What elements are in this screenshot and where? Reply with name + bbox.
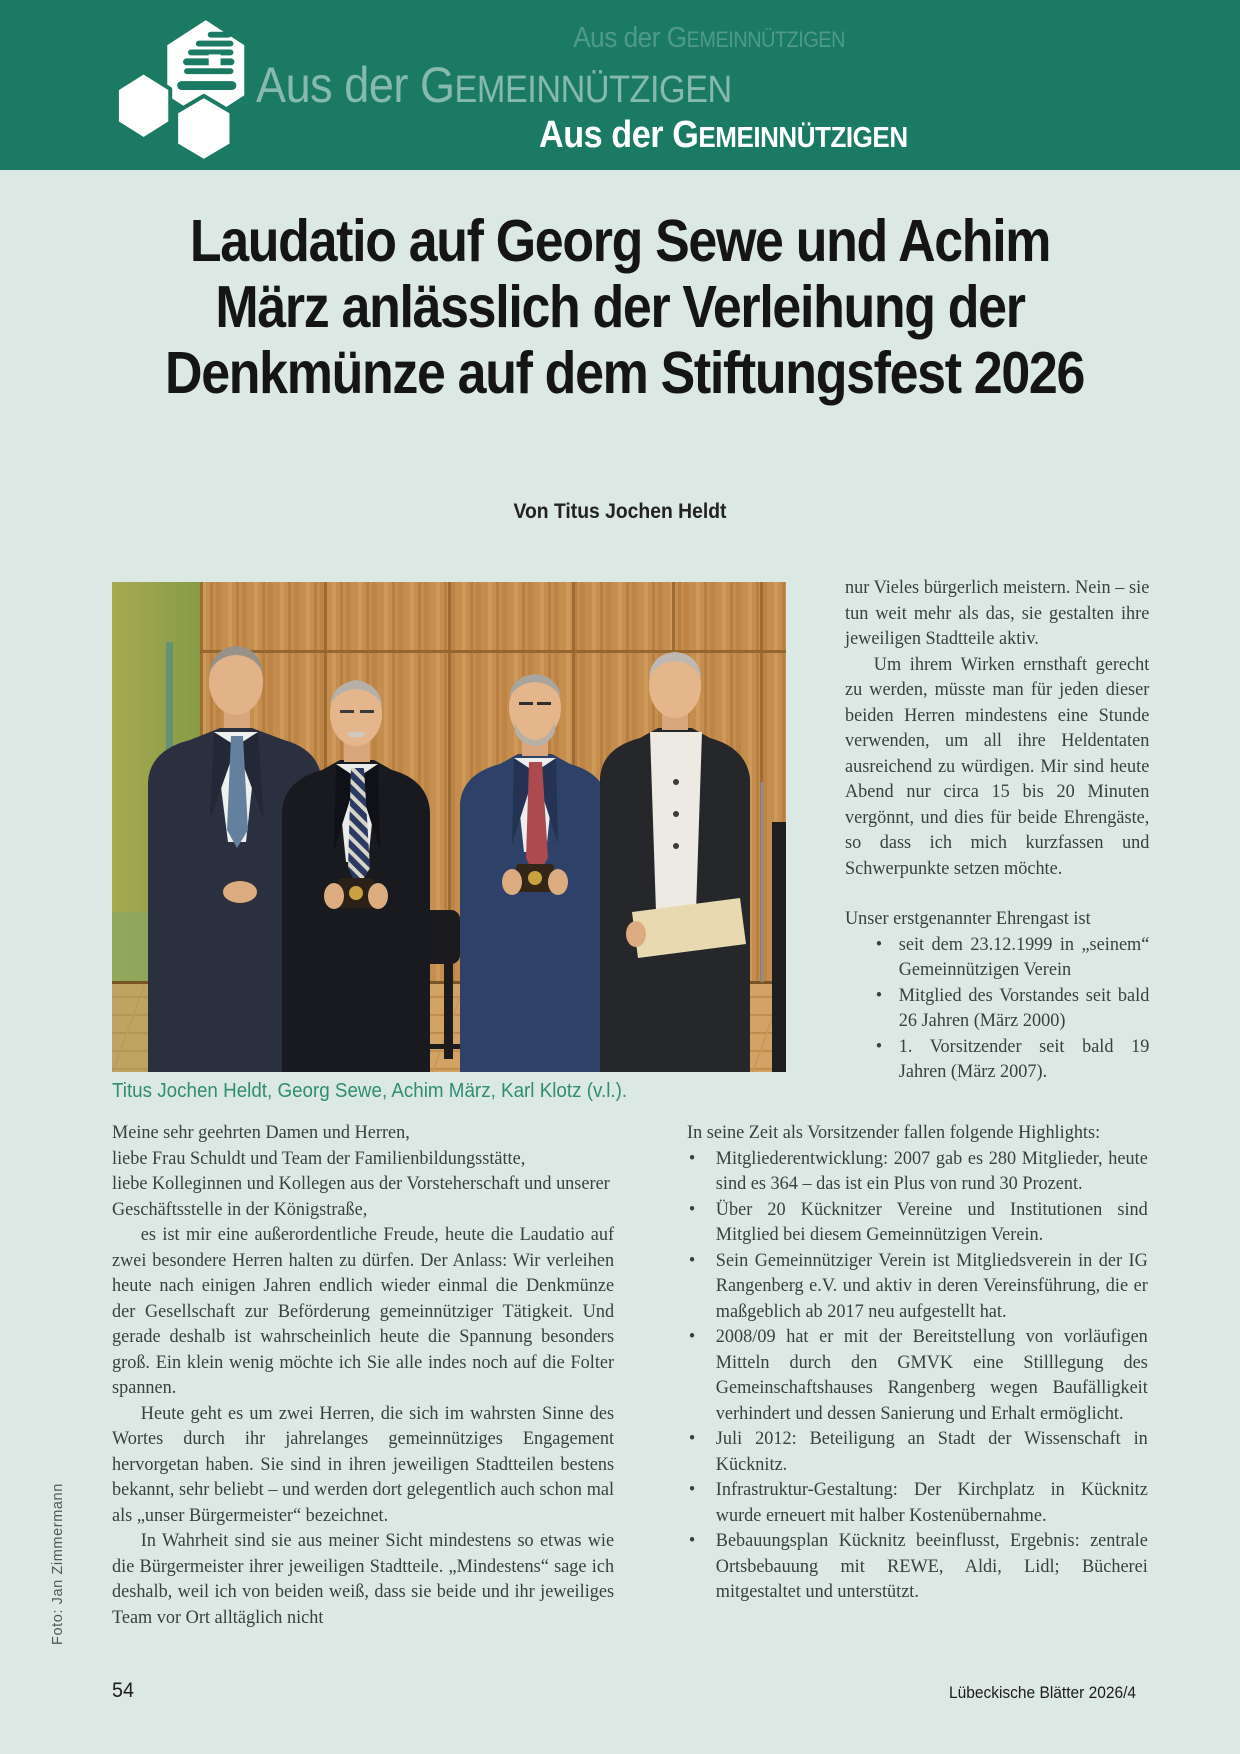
paragraph: Um ihrem Wirken ernsthaft gerecht zu werden, müsste man für jeden dieser beiden Herren mindestens eine Stunde verwenden, um all ihre Heldentaten ausreichend zu würdigen. Mir sind heute Abend nur circa 15 bis 20 Minuten vergönnt, und dies für beide Ehrengäste, so dass ich mich kurzfassen und Schwerpunkte setzen möchte. bbox=[845, 653, 1150, 879]
salutation-line: liebe Kolleginnen und Kollegen aus der Vorsteherschaft und unserer Geschäftsstelle in der Königstraße, bbox=[112, 1173, 610, 1220]
bullet-marker: • bbox=[875, 1035, 883, 1057]
title-line: März anlässlich der Verleihung der bbox=[215, 274, 1025, 340]
section-header-band bbox=[0, 0, 1240, 170]
photo-right-edge bbox=[772, 822, 786, 1072]
bullet-marker: • bbox=[688, 1249, 696, 1271]
list-item: • Über 20 Kücknitzer Vereine und Institutionen sind Mitglied bei diesem Gemeinnützigen Verein. bbox=[688, 1198, 1148, 1245]
list-item: • Sein Gemeinnütziger Verein ist Mitgliedsverein in der IG Rangenberg e.V. und aktiv in deren Vereinsführung, die er maßgeblich ab 2017 neu aufgestellt hat. bbox=[688, 1249, 1148, 1322]
photo-caption: Titus Jochen Heldt, Georg Sewe, Achim März, Karl Klotz (v.l.). bbox=[112, 1080, 628, 1102]
list-item: • Juli 2012: Beteiligung an Stadt der Wissenschaft in Kücknitz. bbox=[688, 1428, 1148, 1475]
list-item: • 1. Vorsitzender seit bald 19 Jahren (März 2007). bbox=[875, 1035, 1150, 1082]
list-item: • Mitglied des Vorstandes seit bald 26 Jahren (März 2000) bbox=[875, 984, 1150, 1031]
list-item: • Bebauungsplan Kücknitz beeinflusst, Ergebnis: zentrale Ortsbebauung mit REWE, Aldi, Lidl; Bücherei mitgestaltet und unterstützt. bbox=[688, 1530, 1148, 1602]
bullet-marker: • bbox=[688, 1147, 696, 1169]
paragraph: In seine Zeit als Vorsitzender fallen folgende Highlights: bbox=[687, 1122, 1101, 1143]
list-item: • Mitgliederentwicklung: 2007 gab es 280 Mitglieder, heute sind es 364 – das ist ein Plus von rund 30 Prozent. bbox=[688, 1147, 1148, 1194]
bullet-marker: • bbox=[688, 1198, 696, 1220]
paragraph: In Wahrheit sind sie aus meiner Sicht mindestens so etwas wie die Bürgermeister ihrer jeweiligen Stadtteile. „Mindestens“ sage ich deshalb, weil ich von beiden weiß, dass sie beide und ihr jeweiliges Team vor Ort alltäglich nicht bbox=[112, 1530, 615, 1628]
list-item: • seit dem 23.12.1999 in „seinem“ Gemeinnützigen Verein bbox=[875, 933, 1150, 980]
article-byline: Von Titus Jochen Heldt bbox=[513, 500, 727, 523]
bullet-marker: • bbox=[688, 1479, 696, 1500]
bullet-marker: • bbox=[875, 984, 883, 1006]
bullet-list bbox=[687, 1146, 1148, 1605]
list-item: • Infrastruktur-Gestaltung: Der Kirchplatz in Kücknitz wurde erneuert mit halber Kostenübernahme. bbox=[688, 1479, 1148, 1526]
column-top-right bbox=[845, 575, 1149, 1085]
title-line: Denkmünze auf dem Stiftungsfest 2026 bbox=[165, 340, 1085, 406]
bullet-list bbox=[874, 932, 1150, 1085]
page-number: 54 bbox=[112, 1679, 134, 1702]
banner-text-medium: Aus der GEMEINNÜTZIGEN bbox=[256, 57, 732, 113]
bullet-marker: • bbox=[875, 933, 883, 955]
banner-text-faint: Aus der GEMEINNÜTZIGEN bbox=[573, 22, 845, 54]
column-bottom-left bbox=[112, 1120, 614, 1630]
photo-credit: Foto: Jan Zimmermann bbox=[50, 1483, 66, 1645]
banner-text-bold: Aus der GEMEINNÜTZIGEN bbox=[539, 114, 908, 156]
article-title bbox=[165, 208, 1085, 406]
paragraph: es ist mir eine außerordentliche Freude, heute die Laudatio auf zwei besondere Herren halten zu dürfen. Der Anlass: Wir verleihen heute nach einigen Jahren endlich wieder einmal die Denkmünze der Gesellschaft zur Beförderung gemeinnütziger Tätigkeit. Und gerade deshalb ist wahrscheinlich heute die Spannung besonders groß. Ein klein wenig möchte ich Sie alle indes noch auf die Folter spannen. bbox=[112, 1224, 615, 1398]
bullet-marker: • bbox=[688, 1326, 696, 1347]
ceremony-photo bbox=[112, 582, 786, 1072]
list-item: • 2008/09 hat er mit der Bereitstellung von vorläufigen Mitteln durch den GMVK eine Stilllegung des Gemeinschaftshauses Rangenberg wegen Baufälligkeit verhindert und dessen Sanierung und Erhalt ermöglicht. bbox=[688, 1326, 1148, 1424]
bullet-marker: • bbox=[688, 1530, 696, 1551]
salutation-line: liebe Frau Schuldt und Team der Familienbildungsstätte, bbox=[112, 1147, 526, 1169]
paragraph: nur Vieles bürgerlich meistern. Nein – sie tun weit mehr als das, sie gestalten ihre jeweiligen Stadtteile aktiv. bbox=[845, 577, 1150, 649]
paragraph: Unser erstgenannter Ehrengast ist bbox=[845, 908, 1091, 929]
paragraph: Heute geht es um zwei Herren, die sich im wahrsten Sinne des Wortes durch ihr jahrelanges gemeinnütziges Engagement hervorgetan haben. Sie sind in ihren jeweiligen Stadtteilen bestens bekannt, sehr beliebt – und werden dort gelegentlich auch schon mal als „unser Bürgermeister“ bezeichnet. bbox=[112, 1402, 615, 1526]
journal-name: Lübeckische Blätter 2026/4 bbox=[948, 1684, 1136, 1702]
beehive-hexagons-logo bbox=[108, 10, 270, 164]
title-line: Laudatio auf Georg Sewe und Achim bbox=[189, 208, 1051, 274]
salutation-line: Meine sehr geehrten Damen und Herren, bbox=[112, 1122, 410, 1143]
bullet-marker: • bbox=[688, 1428, 696, 1449]
column-bottom-right bbox=[687, 1120, 1148, 1605]
